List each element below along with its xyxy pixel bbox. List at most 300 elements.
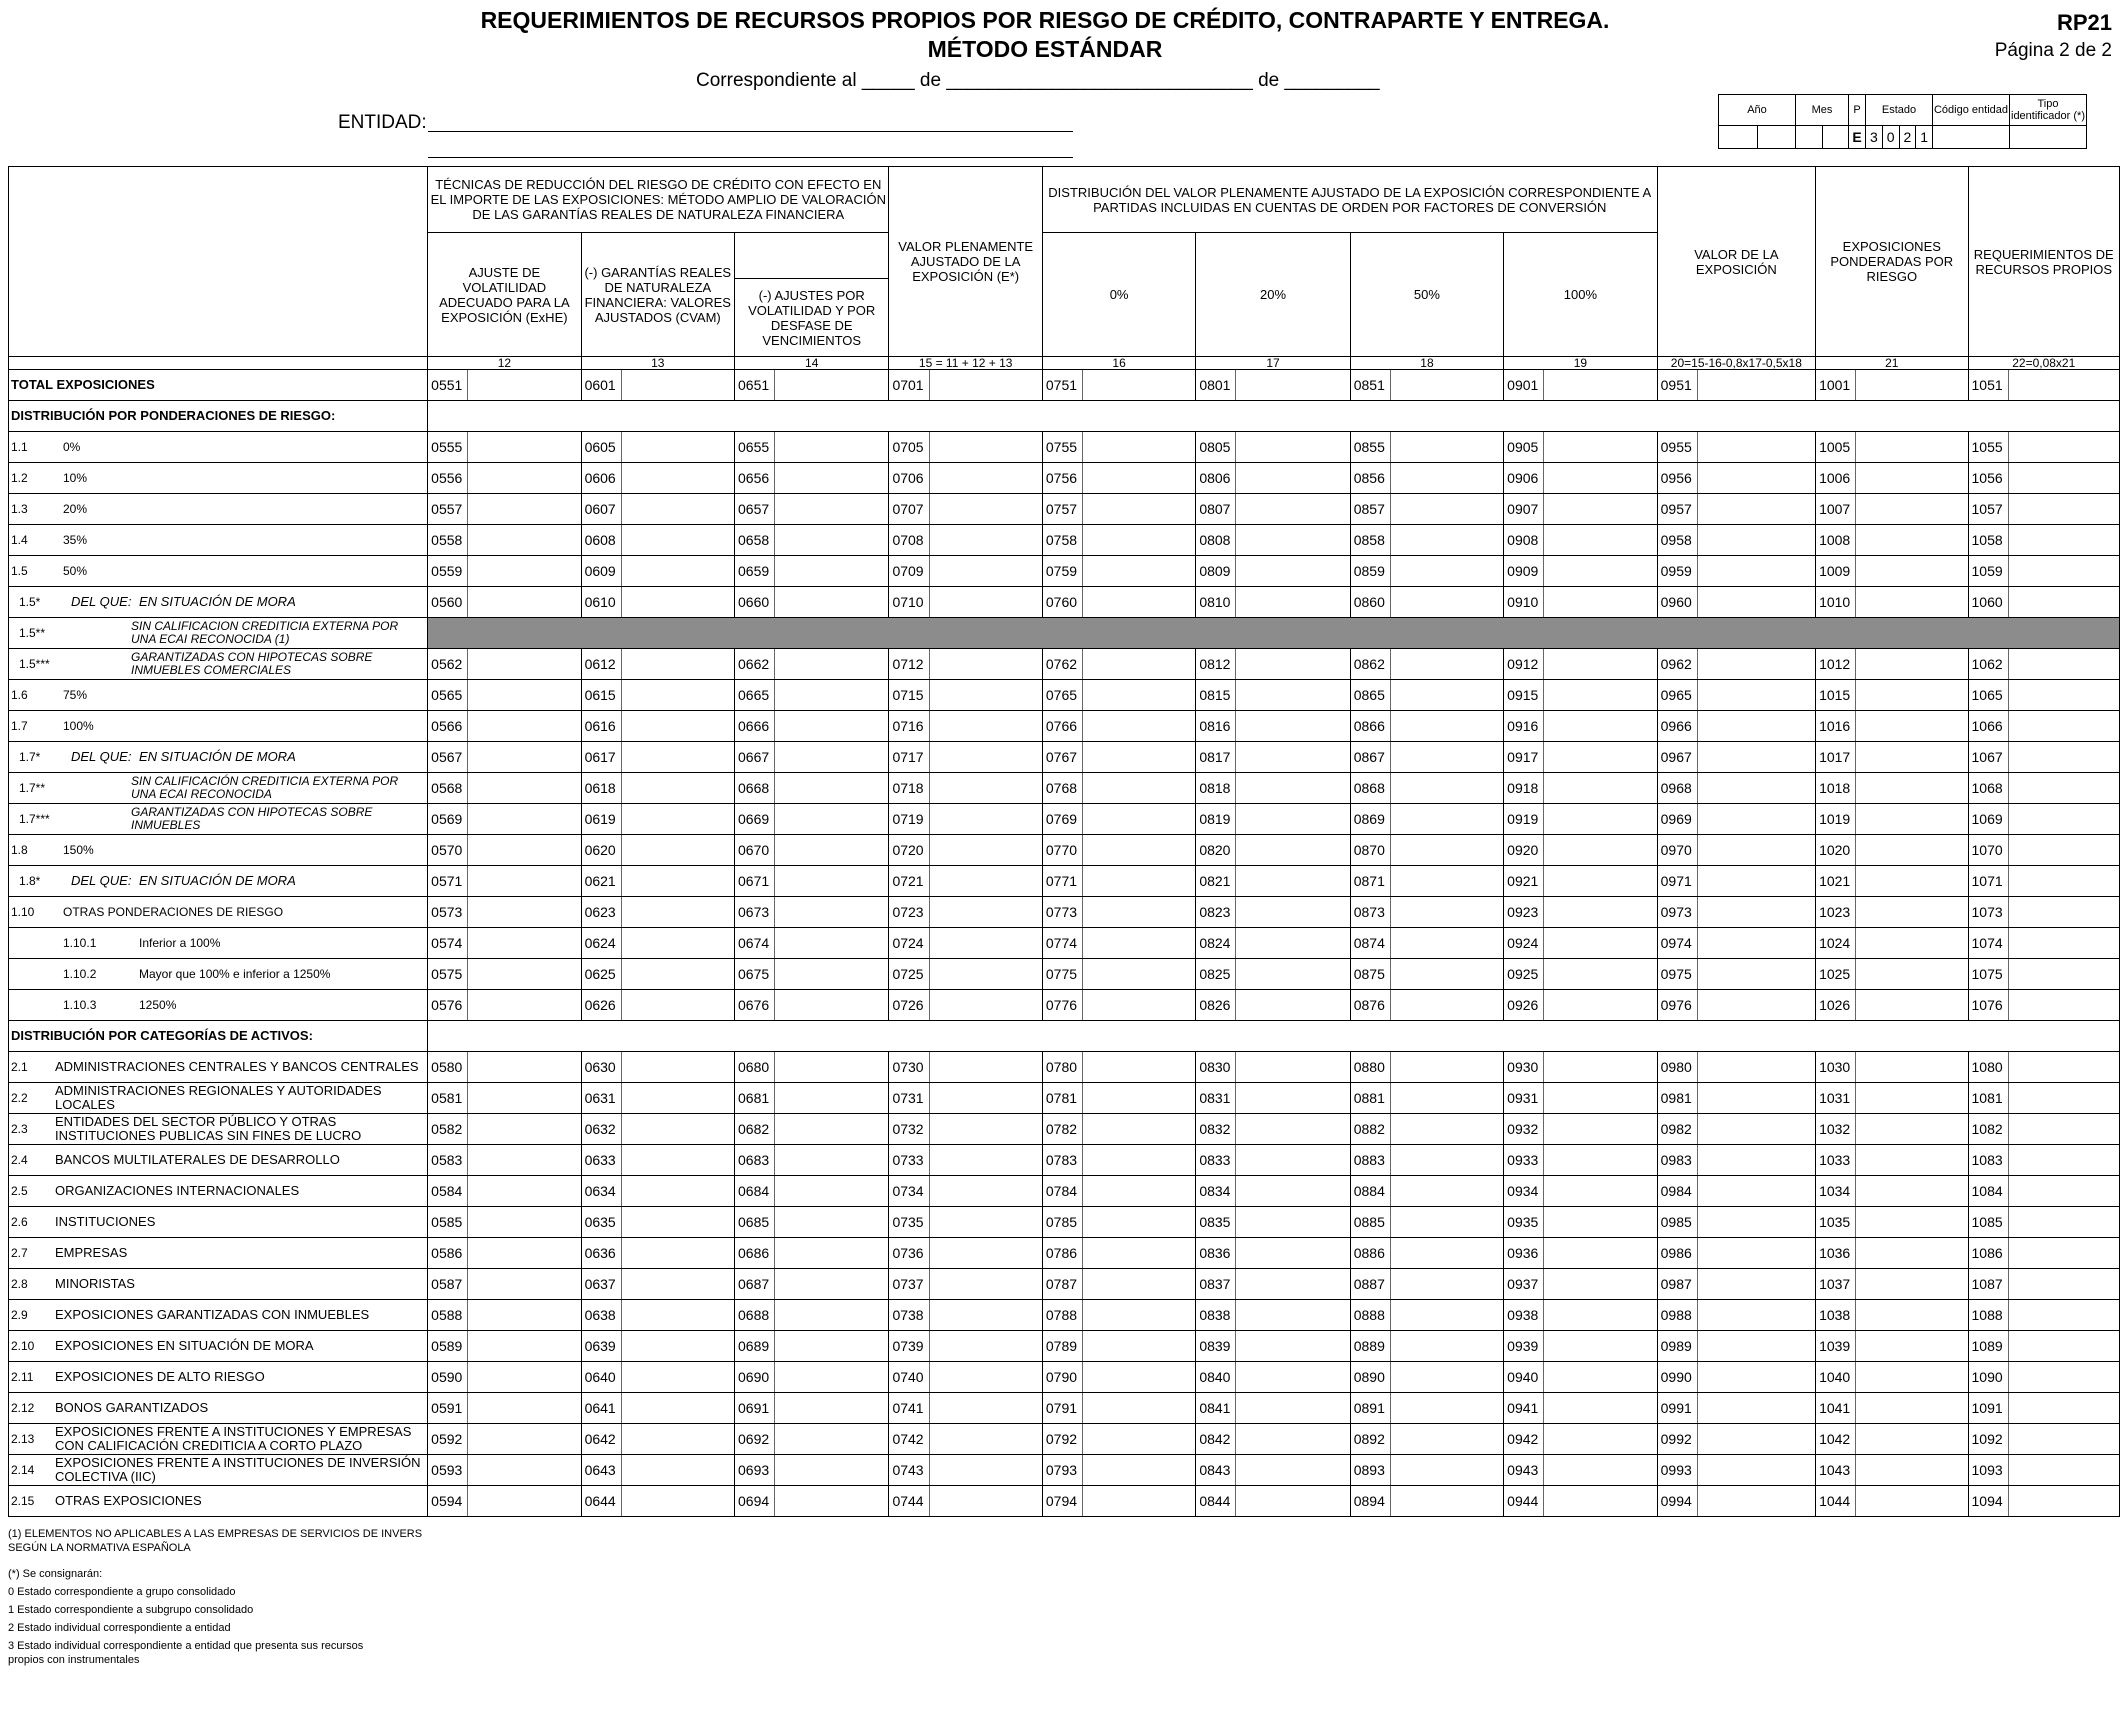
value-input-cell[interactable] [621,649,734,680]
value-input-cell[interactable] [621,1300,734,1331]
value-input-cell[interactable] [929,1393,1042,1424]
value-input-cell[interactable] [621,866,734,897]
value-input-cell[interactable] [1856,804,1968,835]
value-input-cell[interactable] [1697,587,1815,618]
value-input-cell[interactable] [1856,556,1968,587]
value-input-cell[interactable] [929,370,1042,401]
value-input-cell[interactable] [1236,1424,1350,1455]
value-input-cell[interactable] [1390,1331,1503,1362]
value-input-cell[interactable] [1390,370,1503,401]
value-input-cell[interactable] [1544,1455,1657,1486]
value-input-cell[interactable] [1856,742,1968,773]
value-input-cell[interactable] [1697,959,1815,990]
value-input-cell[interactable] [929,1486,1042,1517]
value-input-cell[interactable] [1856,835,1968,866]
value-input-cell[interactable] [1083,649,1196,680]
value-input-cell[interactable] [1236,897,1350,928]
value-input-cell[interactable] [1856,370,1968,401]
value-input-cell[interactable] [621,1145,734,1176]
value-input-cell[interactable] [775,804,889,835]
value-input-cell[interactable] [2008,1145,2119,1176]
value-input-cell[interactable] [468,525,581,556]
value-input-cell[interactable] [2008,525,2119,556]
value-input-cell[interactable] [621,1331,734,1362]
value-input-cell[interactable] [1856,711,1968,742]
value-input-cell[interactable] [2008,1176,2119,1207]
value-input-cell[interactable] [621,1455,734,1486]
value-input-cell[interactable] [1697,1083,1815,1114]
value-input-cell[interactable] [1083,804,1196,835]
value-input-cell[interactable] [1697,1455,1815,1486]
value-input-cell[interactable] [1390,990,1503,1021]
value-input-cell[interactable] [1236,773,1350,804]
value-input-cell[interactable] [1390,432,1503,463]
value-input-cell[interactable] [1390,742,1503,773]
value-input-cell[interactable] [1697,835,1815,866]
value-input-cell[interactable] [2008,1207,2119,1238]
value-input-cell[interactable] [468,897,581,928]
value-input-cell[interactable] [2008,649,2119,680]
value-input-cell[interactable] [468,1393,581,1424]
value-input-cell[interactable] [929,866,1042,897]
value-input-cell[interactable] [1856,897,1968,928]
value-input-cell[interactable] [1390,711,1503,742]
value-input-cell[interactable] [929,1300,1042,1331]
value-input-cell[interactable] [1390,1238,1503,1269]
value-input-cell[interactable] [1856,1269,1968,1300]
value-input-cell[interactable] [929,1083,1042,1114]
value-input-cell[interactable] [929,649,1042,680]
value-input-cell[interactable] [2008,1393,2119,1424]
value-input-cell[interactable] [1083,711,1196,742]
value-input-cell[interactable] [1544,959,1657,990]
value-input-cell[interactable] [468,835,581,866]
value-input-cell[interactable] [621,587,734,618]
value-input-cell[interactable] [1390,959,1503,990]
value-input-cell[interactable] [1236,463,1350,494]
value-input-cell[interactable] [1856,1207,1968,1238]
value-input-cell[interactable] [775,556,889,587]
value-input-cell[interactable] [929,1331,1042,1362]
value-input-cell[interactable] [2008,680,2119,711]
value-input-cell[interactable] [2008,897,2119,928]
value-input-cell[interactable] [1390,1114,1503,1145]
value-input-cell[interactable] [1697,1331,1815,1362]
tipo-identificador-cell[interactable] [2010,126,2087,149]
value-input-cell[interactable] [1236,432,1350,463]
value-input-cell[interactable] [621,1424,734,1455]
value-input-cell[interactable] [621,1052,734,1083]
value-input-cell[interactable] [621,1269,734,1300]
value-input-cell[interactable] [1390,1269,1503,1300]
value-input-cell[interactable] [1390,928,1503,959]
value-input-cell[interactable] [929,711,1042,742]
value-input-cell[interactable] [929,959,1042,990]
value-input-cell[interactable] [1697,1300,1815,1331]
anio-cell[interactable] [1757,126,1796,149]
value-input-cell[interactable] [468,1052,581,1083]
value-input-cell[interactable] [1697,742,1815,773]
value-input-cell[interactable] [775,463,889,494]
value-input-cell[interactable] [468,1238,581,1269]
value-input-cell[interactable] [1236,1486,1350,1517]
value-input-cell[interactable] [621,959,734,990]
value-input-cell[interactable] [1697,804,1815,835]
value-input-cell[interactable] [775,1393,889,1424]
value-input-cell[interactable] [1390,1145,1503,1176]
value-input-cell[interactable] [1390,1424,1503,1455]
value-input-cell[interactable] [2008,773,2119,804]
value-input-cell[interactable] [621,835,734,866]
value-input-cell[interactable] [1083,835,1196,866]
value-input-cell[interactable] [1390,1393,1503,1424]
value-input-cell[interactable] [621,494,734,525]
value-input-cell[interactable] [1856,1083,1968,1114]
value-input-cell[interactable] [929,742,1042,773]
value-input-cell[interactable] [1236,525,1350,556]
value-input-cell[interactable] [468,773,581,804]
value-input-cell[interactable] [1236,1052,1350,1083]
value-input-cell[interactable] [1544,680,1657,711]
value-input-cell[interactable] [468,1114,581,1145]
value-input-cell[interactable] [1856,680,1968,711]
value-input-cell[interactable] [2008,742,2119,773]
value-input-cell[interactable] [1856,1052,1968,1083]
value-input-cell[interactable] [468,1331,581,1362]
value-input-cell[interactable] [1544,370,1657,401]
value-input-cell[interactable] [1390,866,1503,897]
value-input-cell[interactable] [621,432,734,463]
value-input-cell[interactable] [621,1393,734,1424]
value-input-cell[interactable] [775,649,889,680]
value-input-cell[interactable] [929,463,1042,494]
value-input-cell[interactable] [1697,1052,1815,1083]
value-input-cell[interactable] [775,432,889,463]
value-input-cell[interactable] [1544,711,1657,742]
value-input-cell[interactable] [1544,1052,1657,1083]
value-input-cell[interactable] [1856,990,1968,1021]
value-input-cell[interactable] [929,928,1042,959]
value-input-cell[interactable] [1083,742,1196,773]
value-input-cell[interactable] [1390,1052,1503,1083]
value-input-cell[interactable] [1544,1300,1657,1331]
value-input-cell[interactable] [2008,866,2119,897]
value-input-cell[interactable] [1856,1424,1968,1455]
value-input-cell[interactable] [621,525,734,556]
value-input-cell[interactable] [1236,990,1350,1021]
value-input-cell[interactable] [1236,1455,1350,1486]
value-input-cell[interactable] [621,928,734,959]
value-input-cell[interactable] [1236,711,1350,742]
value-input-cell[interactable] [1236,556,1350,587]
value-input-cell[interactable] [1236,1083,1350,1114]
value-input-cell[interactable] [1544,804,1657,835]
value-input-cell[interactable] [775,1424,889,1455]
value-input-cell[interactable] [1083,1207,1196,1238]
value-input-cell[interactable] [1236,494,1350,525]
value-input-cell[interactable] [1083,773,1196,804]
codigo-entidad-cell[interactable] [1933,126,2010,149]
value-input-cell[interactable] [2008,1269,2119,1300]
value-input-cell[interactable] [468,1145,581,1176]
value-input-cell[interactable] [468,1176,581,1207]
value-input-cell[interactable] [1083,525,1196,556]
value-input-cell[interactable] [1083,1145,1196,1176]
value-input-cell[interactable] [1083,1424,1196,1455]
value-input-cell[interactable] [1236,1145,1350,1176]
value-input-cell[interactable] [2008,711,2119,742]
value-input-cell[interactable] [1856,1145,1968,1176]
value-input-cell[interactable] [2008,1052,2119,1083]
value-input-cell[interactable] [1856,1393,1968,1424]
value-input-cell[interactable] [1236,649,1350,680]
value-input-cell[interactable] [1697,1424,1815,1455]
value-input-cell[interactable] [929,835,1042,866]
value-input-cell[interactable] [1083,1331,1196,1362]
value-input-cell[interactable] [1856,959,1968,990]
value-input-cell[interactable] [621,711,734,742]
value-input-cell[interactable] [1697,1238,1815,1269]
value-input-cell[interactable] [1083,1300,1196,1331]
value-input-cell[interactable] [1697,1145,1815,1176]
value-input-cell[interactable] [929,432,1042,463]
value-input-cell[interactable] [1856,525,1968,556]
value-input-cell[interactable] [929,1052,1042,1083]
entidad-field-line-2[interactable] [428,157,1073,158]
value-input-cell[interactable] [1236,1269,1350,1300]
value-input-cell[interactable] [1390,587,1503,618]
value-input-cell[interactable] [1083,1486,1196,1517]
value-input-cell[interactable] [1856,649,1968,680]
value-input-cell[interactable] [1544,525,1657,556]
value-input-cell[interactable] [1083,1393,1196,1424]
value-input-cell[interactable] [2008,494,2119,525]
value-input-cell[interactable] [775,587,889,618]
value-input-cell[interactable] [1083,1052,1196,1083]
value-input-cell[interactable] [1544,1362,1657,1393]
value-input-cell[interactable] [775,1238,889,1269]
value-input-cell[interactable] [1856,1362,1968,1393]
value-input-cell[interactable] [929,1424,1042,1455]
value-input-cell[interactable] [1544,1424,1657,1455]
value-input-cell[interactable] [1390,1176,1503,1207]
value-input-cell[interactable] [1856,1176,1968,1207]
value-input-cell[interactable] [1236,928,1350,959]
value-input-cell[interactable] [929,680,1042,711]
value-input-cell[interactable] [468,742,581,773]
value-input-cell[interactable] [1544,866,1657,897]
value-input-cell[interactable] [1390,1362,1503,1393]
value-input-cell[interactable] [1697,680,1815,711]
value-input-cell[interactable] [468,1269,581,1300]
value-input-cell[interactable] [468,432,581,463]
value-input-cell[interactable] [468,928,581,959]
value-input-cell[interactable] [1083,494,1196,525]
value-input-cell[interactable] [2008,1362,2119,1393]
value-input-cell[interactable] [775,1207,889,1238]
value-input-cell[interactable] [1083,1083,1196,1114]
value-input-cell[interactable] [775,866,889,897]
value-input-cell[interactable] [775,1455,889,1486]
value-input-cell[interactable] [929,1455,1042,1486]
value-input-cell[interactable] [1236,1362,1350,1393]
value-input-cell[interactable] [1083,370,1196,401]
value-input-cell[interactable] [775,742,889,773]
value-input-cell[interactable] [1544,1207,1657,1238]
value-input-cell[interactable] [775,835,889,866]
value-input-cell[interactable] [1697,463,1815,494]
value-input-cell[interactable] [1697,928,1815,959]
value-input-cell[interactable] [1083,1362,1196,1393]
value-input-cell[interactable] [1697,1176,1815,1207]
value-input-cell[interactable] [929,1207,1042,1238]
value-input-cell[interactable] [2008,835,2119,866]
value-input-cell[interactable] [2008,1238,2119,1269]
value-input-cell[interactable] [1083,1176,1196,1207]
value-input-cell[interactable] [929,1269,1042,1300]
value-input-cell[interactable] [1697,556,1815,587]
value-input-cell[interactable] [621,773,734,804]
value-input-cell[interactable] [1390,1207,1503,1238]
value-input-cell[interactable] [621,1486,734,1517]
value-input-cell[interactable] [1856,1300,1968,1331]
value-input-cell[interactable] [1697,1486,1815,1517]
value-input-cell[interactable] [1544,494,1657,525]
value-input-cell[interactable] [1697,866,1815,897]
value-input-cell[interactable] [2008,1331,2119,1362]
value-input-cell[interactable] [1390,1300,1503,1331]
value-input-cell[interactable] [1544,742,1657,773]
value-input-cell[interactable] [621,1083,734,1114]
value-input-cell[interactable] [1544,1269,1657,1300]
value-input-cell[interactable] [1390,680,1503,711]
value-input-cell[interactable] [775,1083,889,1114]
value-input-cell[interactable] [1236,370,1350,401]
value-input-cell[interactable] [929,556,1042,587]
value-input-cell[interactable] [1856,773,1968,804]
value-input-cell[interactable] [621,1207,734,1238]
value-input-cell[interactable] [1697,432,1815,463]
value-input-cell[interactable] [1390,525,1503,556]
value-input-cell[interactable] [1390,556,1503,587]
value-input-cell[interactable] [929,804,1042,835]
value-input-cell[interactable] [1236,1114,1350,1145]
value-input-cell[interactable] [1856,494,1968,525]
value-input-cell[interactable] [1856,928,1968,959]
value-input-cell[interactable] [775,773,889,804]
value-input-cell[interactable] [2008,1455,2119,1486]
value-input-cell[interactable] [929,525,1042,556]
value-input-cell[interactable] [1236,804,1350,835]
value-input-cell[interactable] [1083,680,1196,711]
value-input-cell[interactable] [468,463,581,494]
value-input-cell[interactable] [1236,1331,1350,1362]
mes-cell[interactable] [1796,126,1823,149]
value-input-cell[interactable] [468,370,581,401]
value-input-cell[interactable] [1544,990,1657,1021]
value-input-cell[interactable] [929,587,1042,618]
value-input-cell[interactable] [929,1362,1042,1393]
entidad-field-line-1[interactable] [428,131,1073,132]
value-input-cell[interactable] [1856,432,1968,463]
anio-cell[interactable] [1719,126,1758,149]
value-input-cell[interactable] [1544,1114,1657,1145]
value-input-cell[interactable] [775,1300,889,1331]
value-input-cell[interactable] [1544,432,1657,463]
value-input-cell[interactable] [1083,432,1196,463]
value-input-cell[interactable] [1697,1207,1815,1238]
value-input-cell[interactable] [1083,1269,1196,1300]
value-input-cell[interactable] [1083,587,1196,618]
value-input-cell[interactable] [1083,1238,1196,1269]
value-input-cell[interactable] [775,1331,889,1362]
value-input-cell[interactable] [621,742,734,773]
value-input-cell[interactable] [1856,587,1968,618]
value-input-cell[interactable] [621,1238,734,1269]
value-input-cell[interactable] [2008,1083,2119,1114]
value-input-cell[interactable] [929,773,1042,804]
value-input-cell[interactable] [621,897,734,928]
value-input-cell[interactable] [775,990,889,1021]
value-input-cell[interactable] [1697,1362,1815,1393]
value-input-cell[interactable] [1697,1393,1815,1424]
value-input-cell[interactable] [2008,1114,2119,1145]
value-input-cell[interactable] [1697,711,1815,742]
value-input-cell[interactable] [468,587,581,618]
value-input-cell[interactable] [2008,556,2119,587]
value-input-cell[interactable] [1083,1455,1196,1486]
value-input-cell[interactable] [468,556,581,587]
value-input-cell[interactable] [775,494,889,525]
value-input-cell[interactable] [1856,1486,1968,1517]
value-input-cell[interactable] [1697,494,1815,525]
value-input-cell[interactable] [1856,1455,1968,1486]
value-input-cell[interactable] [775,525,889,556]
value-input-cell[interactable] [468,990,581,1021]
value-input-cell[interactable] [1544,773,1657,804]
value-input-cell[interactable] [1544,649,1657,680]
value-input-cell[interactable] [929,1114,1042,1145]
value-input-cell[interactable] [1544,1331,1657,1362]
value-input-cell[interactable] [1544,1083,1657,1114]
value-input-cell[interactable] [2008,1486,2119,1517]
value-input-cell[interactable] [1236,1300,1350,1331]
value-input-cell[interactable] [1856,1331,1968,1362]
value-input-cell[interactable] [621,1114,734,1145]
value-input-cell[interactable] [1390,649,1503,680]
value-input-cell[interactable] [1236,1207,1350,1238]
value-input-cell[interactable] [468,959,581,990]
value-input-cell[interactable] [1544,897,1657,928]
value-input-cell[interactable] [2008,804,2119,835]
value-input-cell[interactable] [775,928,889,959]
value-input-cell[interactable] [1697,897,1815,928]
value-input-cell[interactable] [1390,1455,1503,1486]
value-input-cell[interactable] [468,711,581,742]
value-input-cell[interactable] [1544,1145,1657,1176]
value-input-cell[interactable] [1697,990,1815,1021]
value-input-cell[interactable] [1697,370,1815,401]
value-input-cell[interactable] [929,494,1042,525]
value-input-cell[interactable] [929,990,1042,1021]
value-input-cell[interactable] [468,1207,581,1238]
value-input-cell[interactable] [1544,556,1657,587]
value-input-cell[interactable] [1236,1176,1350,1207]
value-input-cell[interactable] [621,1362,734,1393]
value-input-cell[interactable] [1390,804,1503,835]
value-input-cell[interactable] [1697,1114,1815,1145]
value-input-cell[interactable] [621,1176,734,1207]
